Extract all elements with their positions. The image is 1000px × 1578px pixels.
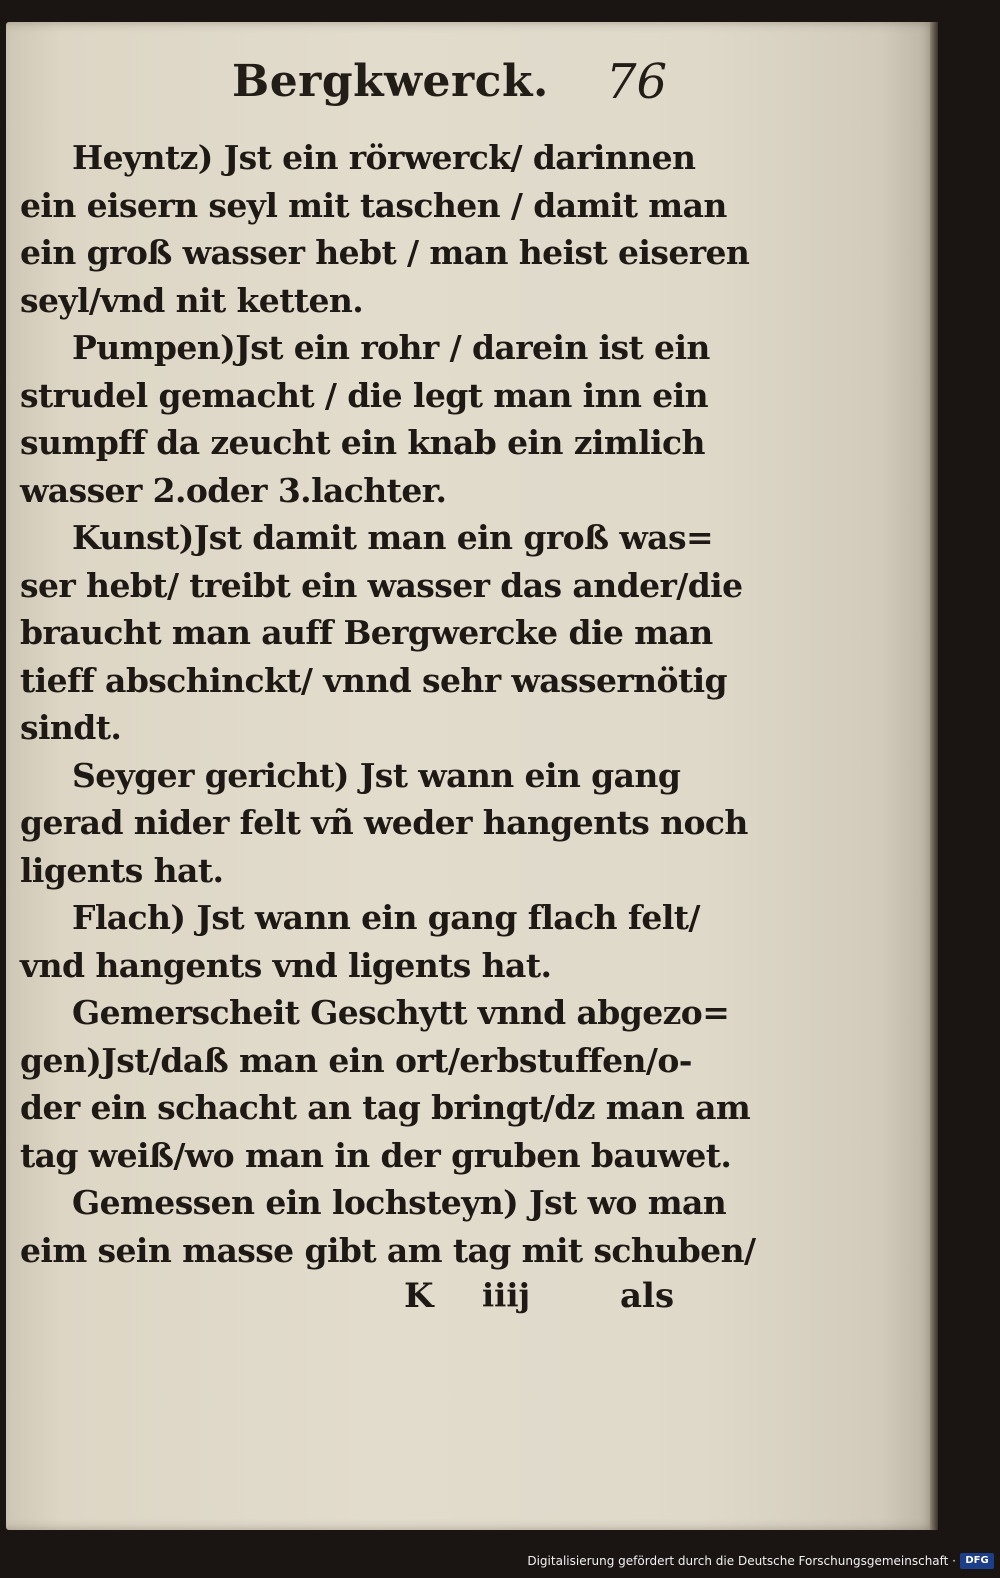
dfg-logo-icon: DFG [960,1553,994,1569]
text-line: vnd hangents vnd ligents hat. [20,945,552,985]
text-line: Gemessen ein lochsteyn) Jst wo man [72,1183,727,1222]
text-line: tieff abschinckt/ vnnd sehr wassernötig [20,660,727,700]
text-line: Flach) Jst wann ein gang flach felt/ [72,898,700,937]
text-line: seyl/vnd nit ketten. [20,280,364,320]
funding-credit: Digitalisierung gefördert durch die Deutsche Forschungsgemeinschaft · [527,1554,956,1568]
text-block [20,134,756,1274]
catchline [0,1276,680,1326]
text-line: ligents hat. [20,850,224,890]
page-edge-shadow [930,22,938,1530]
text-line: sindt. [20,708,122,747]
page-header [0,56,680,126]
text-line: ser hebt/ treibt ein wasser das ander/die [20,565,743,605]
text-line: Gemerscheit Geschytt vnnd abgezo= [72,993,730,1032]
text-line: ein groß wasser hebt / man heist eiseren [20,233,750,272]
catchword: als [620,1276,675,1316]
text-line: gerad nider felt vñ weder hangents noch [20,803,748,842]
text-line: Seyger gericht) Jst wann ein gang [72,755,681,795]
text-line: sumpff da zeucht ein knab ein zimlich [20,423,705,462]
running-head: Bergkwerck. [232,56,549,107]
text-line: tag weiß/wo man in der gruben bauwet. [20,1135,732,1175]
text-line: strudel gemacht / die legt man inn ein [20,375,708,415]
text-line: Pumpen)Jst ein rohr / darein ist ein [72,328,710,367]
text-line: eim sein masse gibt am tag mit schuben/ [20,1230,756,1270]
signature-mark: K [404,1276,434,1316]
text-line: ein eisern seyl mit taschen / damit man [20,185,727,225]
page-number: 76 [606,54,668,110]
text-line: wasser 2.oder 3.lachter. [20,470,447,510]
signature-number: iiij [482,1276,531,1314]
text-line: Kunst)Jst damit man ein groß was= [72,518,713,557]
text-line: der ein schacht an tag bringt/dz man am [20,1088,751,1127]
text-line: Heyntz) Jst ein rörwerck/ darinnen [72,138,696,177]
text-line: braucht man auff Bergwercke die man [20,613,713,652]
text-line: gen)Jst/daß man ein ort/erbstuffen/o- [20,1040,692,1080]
digitization-footer [0,1548,1000,1578]
